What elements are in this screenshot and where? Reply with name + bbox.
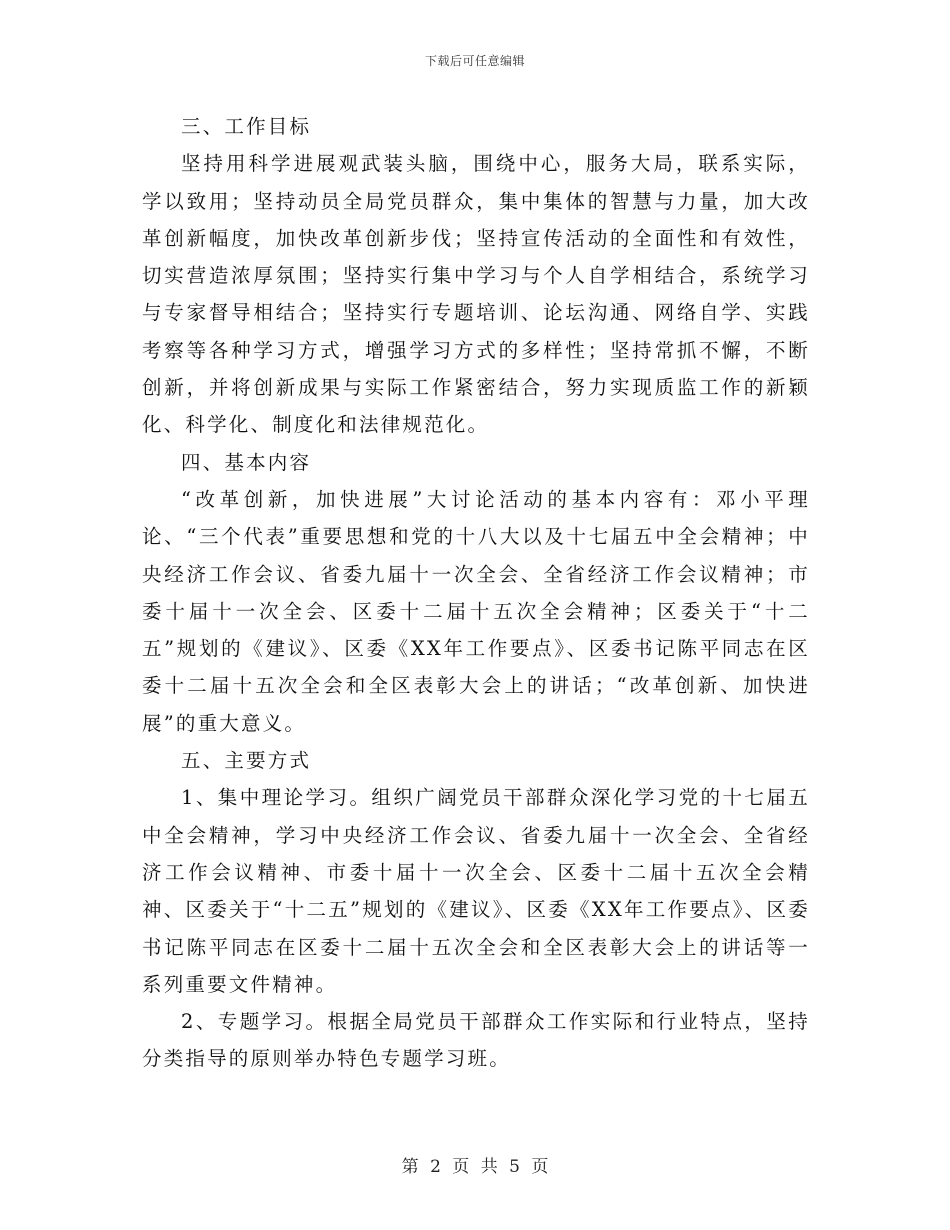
body-paragraph: “改革创新，加快进展”大讨论活动的基本内容有：邓小平理论、“三个代表”重要思想和党的十八大以及十七届五中全会精神；中央经济工作会议、省委九届十一次全会、全省经济工作会议精神；市委十届十一次全会、区委十二届十五次全会精神；区委关于“十二五”规划的《建议》、区委《XX年工作要点》、区委书记陈平同志在区委十二届十五次全会和全区表彰大会上的讲话；“改革创新、加快进展”的重大意义。 bbox=[142, 487, 810, 735]
document-body bbox=[142, 108, 810, 1078]
section-heading: 三、工作目标 bbox=[181, 115, 312, 138]
body-paragraph: 2、专题学习。根据全局党员干部群众工作实际和行业特点，坚持分类指导的原则举办特色专题学习班。 bbox=[142, 1010, 810, 1071]
section-heading: 四、基本内容 bbox=[181, 450, 312, 474]
page-number-footer: 第 2 页 共 5 页 bbox=[401, 1157, 549, 1177]
page-header: 下载后可任意编辑 bbox=[424, 54, 525, 68]
body-paragraph: 1、集中理论学习。组织广阔党员干部群众深化学习党的十七届五中全会精神，学习中央经济工作会议、省委九届十一次全会、全省经济工作会议精神、市委十届十一次全会、区委十二届十五次全会精神、区委关于“十二五”规划的《建议》、区委《XX年工作要点》、区委书记陈平同志在区委十二届十五次全会和全区表彰大会上的讲话等一系列重要文件精神。 bbox=[142, 786, 810, 996]
body-paragraph: 坚持用科学进展观武装头脑，围绕中心，服务大局，联系实际，学以致用；坚持动员全局党员群众，集中集体的智慧与力量，加大改革创新幅度，加快改革创新步伐；坚持宣传活动的全面性和有效性，切实营造浓厚氛围；坚持实行集中学习与个人自学相结合，系统学习与专家督导相结合；坚持实行专题培训、论坛沟通、网络自学、实践考察等各种学习方式，增强学习方式的多样性；坚持常抓不懈，不断创新，并将创新成果与实际工作紧密结合，努力实现质监工作的新颖化、科学化、制度化和法律规范化。 bbox=[142, 152, 810, 437]
section-heading: 五、主要方式 bbox=[181, 749, 312, 773]
